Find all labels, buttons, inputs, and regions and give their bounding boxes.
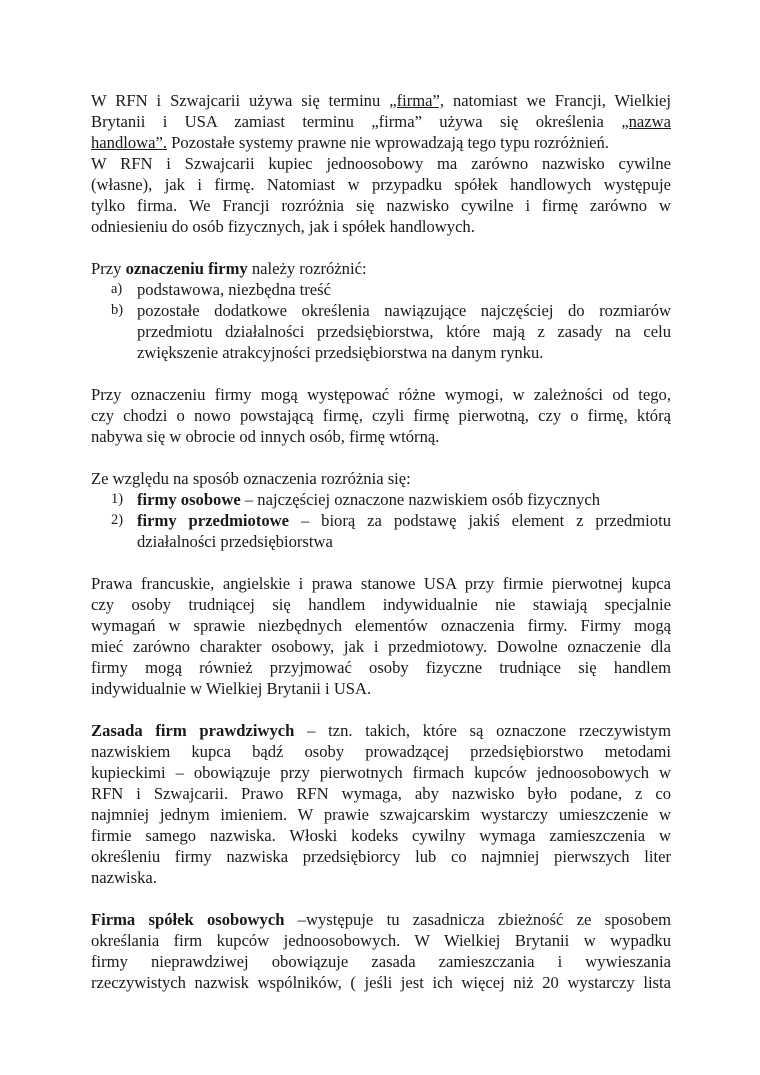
list-item xyxy=(91,300,671,321)
text: pozostałe dodatkowe określenia nawiązujące najczęściej do rozmiarów xyxy=(137,301,671,320)
text-line: czy osoby trudniącej się handlem indywidualnie nie stawiają specjalnie xyxy=(91,595,671,614)
bold-term: firmy przedmiotowe xyxy=(137,511,289,530)
text: –występuje tu zasadnicza zbieżność ze sposobem xyxy=(284,910,671,929)
text-line: mieć zarówno charakter osobowy, jak i przedmiotowy. Dowolne oznaczenie dla xyxy=(91,637,671,656)
text: natomiast we Francji, Wielkiej xyxy=(444,91,671,110)
text-line: nazwiskiem kupca bądź osoby prowadzącej przedsiębiorstwo metodami xyxy=(91,742,671,761)
paragraph-firm-designation xyxy=(91,258,671,363)
paragraph-terminology xyxy=(91,90,671,237)
paragraph-partnership-firms xyxy=(91,909,671,993)
text-line: czy chodzi o nowo powstającą firmę, czyli firmę pierwotną, czy o firmę, którą xyxy=(91,406,671,425)
text-line: określania firm kupców jednoosobowych. W Wielkiej Brytanii w wypadku xyxy=(91,931,671,950)
text-line: najmniej jednym imieniem. W prawie szwajcarskim wystarczy umieszczenie w xyxy=(91,805,671,824)
text-line xyxy=(91,909,671,930)
text: – biorą za podstawę jakiś element z przedmiotu xyxy=(289,511,671,530)
document-page xyxy=(91,90,671,993)
text: W RFN i Szwajcarii używa się terminu xyxy=(91,91,390,110)
bold-term: oznaczeniu firmy xyxy=(125,259,248,278)
list-marker: 2) xyxy=(111,512,124,528)
text-line: kupieckimi – obowiązuje przy pierwotnych firmach kupców jednoosobowych w xyxy=(91,763,671,782)
text-line: (własne), jak i firmę. Natomiast w przypadku spółek handlowych występuje xyxy=(91,175,671,194)
text: Przy xyxy=(91,259,126,278)
text-line: W RFN i Szwajcarii kupiec jednoosobowy ma zarówno nazwisko cywilne xyxy=(91,154,671,173)
text-line: nazwiska. xyxy=(91,868,157,887)
text-line: tylko firma. We Francji rozróżnia się nazwisko cywilne i firmę zarówno w xyxy=(91,196,671,215)
text-line: odniesieniu do osób fizycznych, jak i spółek handlowych. xyxy=(91,217,475,236)
text-line xyxy=(91,258,671,279)
text-line: Prawa francuskie, angielskie i prawa stanowe USA przy firmie pierwotnej kupca xyxy=(91,574,671,593)
text-line xyxy=(91,111,671,132)
list-marker: a) xyxy=(111,281,123,297)
text-line: RFN i Szwajcarii. Prawo RFN wymaga, aby nazwisko było podane, z co xyxy=(91,784,671,803)
paragraph-requirements xyxy=(91,384,671,447)
bold-term: firmy osobowe xyxy=(137,490,241,509)
text-line: działalności przedsiębiorstwa xyxy=(137,532,333,551)
text-line: zwiększenie atrakcyjności przedsiębiorstwa na danym rynku. xyxy=(137,343,544,362)
text-line: firmie samego nazwiska. Włoski kodeks cywilny wymaga zamieszczenia w xyxy=(91,826,671,845)
paragraph-foreign-law xyxy=(91,573,671,699)
underlined-term: handlowa”. xyxy=(91,133,168,152)
text: należy rozróżnić: xyxy=(247,259,367,278)
text-line xyxy=(91,132,671,153)
paragraph-firm-types xyxy=(91,468,671,552)
text: – najczęściej oznaczone nazwiskiem osób fizycznych xyxy=(240,490,601,509)
list-item xyxy=(91,279,671,300)
text-line: rzeczywistych nazwisk wspólników, ( jeśli jest ich więcej niż 20 wystarczy lista xyxy=(91,973,671,992)
list-marker: b) xyxy=(111,302,124,318)
underlined-term: „nazwa xyxy=(621,112,671,131)
text-line: przedmiotu działalności przedsiębiorstwa, które mają z zasady na celu xyxy=(137,322,671,341)
text-line: firmy mogą również przyjmować osoby fizyczne trudniące się handlem xyxy=(91,658,671,677)
text-line xyxy=(91,90,671,111)
text-line: nabywa się w obrocie od innych osób, firmę wtórną. xyxy=(91,427,440,446)
text: Pozostałe systemy prawne nie wprowadzają tego typu rozróżnień. xyxy=(167,133,609,152)
text: podstawowa, niezbędna treść xyxy=(137,280,331,299)
underlined-term: „firma”, xyxy=(389,91,445,110)
text-line: określeniu firmy nazwiska przedsiębiorcy lub co najmniej pierwszych liter xyxy=(91,847,671,866)
paragraph-true-firms xyxy=(91,720,671,888)
text-line xyxy=(91,720,671,741)
text-line: wymagań w sprawie niezbędnych elementów oznaczenia firmy. Firmy mogą xyxy=(91,616,671,635)
text: Brytanii i USA zamiast terminu „firma” używa się określenia xyxy=(91,112,622,131)
text-line: firmy nieprawdziwej obowiązuje zasada zamieszczania i wywieszania xyxy=(91,952,671,971)
list-marker: 1) xyxy=(111,491,124,507)
list-item xyxy=(91,489,671,510)
bold-term: Firma spółek osobowych xyxy=(91,910,285,929)
text: – tzn. takich, które są oznaczone rzeczywistym xyxy=(294,721,671,740)
text-line: indywidualnie w Wielkiej Brytanii i USA. xyxy=(91,679,372,698)
text-line: Ze względu na sposób oznaczenia rozróżnia się: xyxy=(91,469,411,488)
list-item xyxy=(91,510,671,531)
text-line: Przy oznaczeniu firmy mogą występować różne wymogi, w zależności od tego, xyxy=(91,385,671,404)
bold-term: Zasada firm prawdziwych xyxy=(91,721,295,740)
